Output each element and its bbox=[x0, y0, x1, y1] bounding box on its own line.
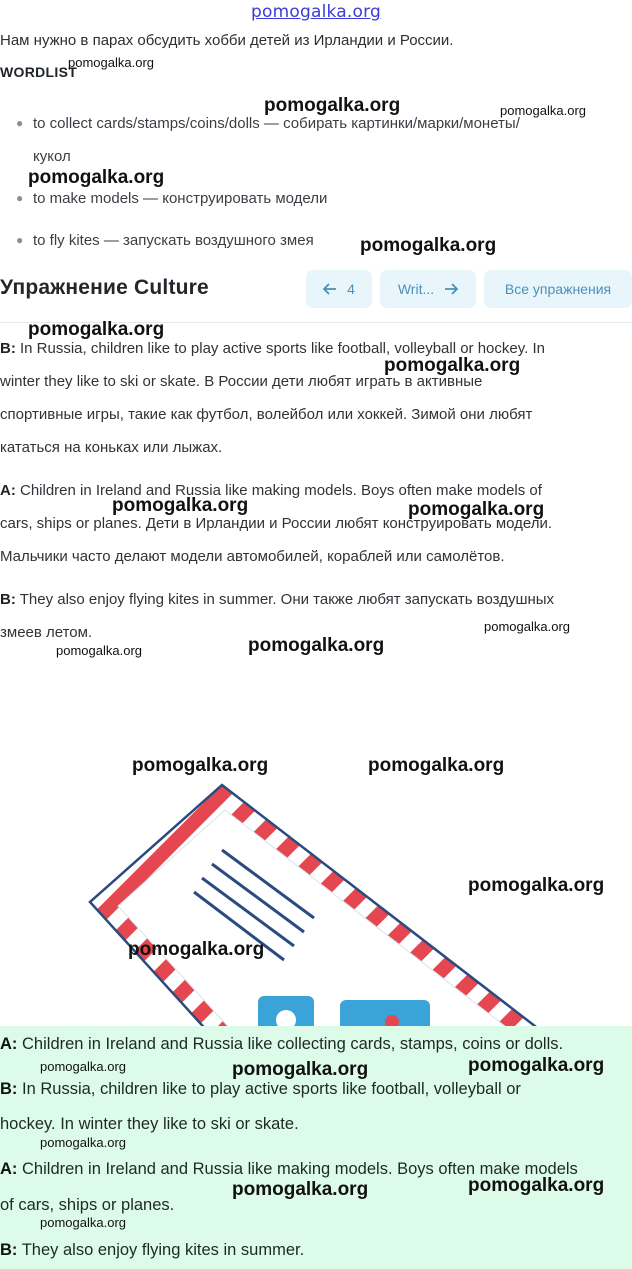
answer-text: They also enjoy flying kites in summer. bbox=[21, 1241, 305, 1259]
watermark: pomogalka.org bbox=[360, 235, 497, 256]
all-exercises-button[interactable] bbox=[484, 270, 632, 308]
watermark: pomogalka.org bbox=[232, 1059, 369, 1080]
answer-line bbox=[0, 1080, 521, 1099]
watermark: pomogalka.org bbox=[56, 643, 142, 658]
prev-exercise-label: 4 bbox=[347, 281, 355, 297]
wordlist-item-text: to make models — конструировать модели bbox=[33, 190, 328, 207]
watermark: pomogalka.org bbox=[248, 635, 385, 656]
dialogue-line: cars, ships or planes. Дети в Ирландии и России любят конструировать модели. bbox=[0, 515, 553, 532]
answer-text: Children in Ireland and Russia like collecting cards, stamps, coins or dolls. bbox=[22, 1035, 564, 1053]
wordlist-item-text: to collect cards/stamps/coins/dolls — собирать картинки/марки/монеты/ bbox=[33, 115, 520, 132]
bullet-icon: ● bbox=[16, 191, 24, 205]
answer-line bbox=[0, 1035, 563, 1054]
wordlist-item-text: to fly kites — запускать воздушного змея bbox=[33, 232, 314, 249]
answer-line bbox=[0, 1241, 304, 1260]
watermark: pomogalka.org bbox=[500, 103, 586, 118]
watermark: pomogalka.org bbox=[468, 875, 605, 896]
wordlist bbox=[0, 0, 632, 270]
answer-text: In Russia, children like to play active sports like football, volleyball or bbox=[22, 1080, 521, 1098]
bullet-icon: ● bbox=[16, 233, 24, 247]
envelope-illustration bbox=[0, 650, 632, 1026]
watermark: pomogalka.org bbox=[28, 167, 165, 188]
next-exercise-button[interactable] bbox=[380, 270, 476, 308]
speaker-label: B: bbox=[0, 591, 16, 608]
dialogue-line: In Russia, children like to play active sports like football, volleyball or hockey. In bbox=[20, 340, 545, 357]
answer-line: of cars, ships or planes. bbox=[0, 1196, 175, 1214]
watermark: pomogalka.org bbox=[40, 1135, 126, 1150]
arrow-left-icon bbox=[323, 283, 337, 295]
watermark: pomogalka.org bbox=[40, 1059, 126, 1074]
watermark: pomogalka.org bbox=[128, 939, 265, 960]
exercise-title: Упражнение Culture bbox=[0, 276, 209, 299]
wordlist-item-text: кукол bbox=[33, 148, 71, 165]
watermark: pomogalka.org bbox=[384, 355, 521, 376]
speaker-label: B: bbox=[0, 340, 16, 357]
speaker-label: A: bbox=[0, 1035, 18, 1053]
dialogue-line: Мальчики часто делают модели автомобилей, кораблей или самолётов. bbox=[0, 548, 505, 565]
prev-exercise-button[interactable] bbox=[306, 270, 372, 308]
watermark: pomogalka.org bbox=[468, 1175, 605, 1196]
watermark: pomogalka.org bbox=[68, 55, 154, 70]
dialogue-line: winter they like to ski or skate. В России дети любят играть в активные bbox=[0, 373, 483, 390]
watermark: pomogalka.org bbox=[112, 495, 249, 516]
watermark: pomogalka.org bbox=[468, 1055, 605, 1076]
watermark: pomogalka.org bbox=[368, 755, 505, 776]
arrow-right-icon bbox=[444, 283, 458, 295]
speaker-label: B: bbox=[0, 1241, 18, 1259]
dialogue-line: спортивные игры, такие как футбол, волейбол или хоккей. Зимой они любят bbox=[0, 406, 533, 423]
dialogue-line: They also enjoy flying kites in summer. Они также любят запускать воздушных bbox=[19, 591, 555, 608]
stamp-icon bbox=[258, 996, 430, 1026]
dialogue-line: Children in Ireland and Russia like making models. Boys often make models of bbox=[20, 482, 542, 499]
answer-text: Children in Ireland and Russia like making models. Boys often make models bbox=[22, 1160, 578, 1178]
intro-text: Нам нужно в парах обсудить хобби детей из Ирландии и России. bbox=[0, 32, 454, 49]
all-exercises-label: Все упражнения bbox=[504, 281, 612, 297]
speaker-label: A: bbox=[0, 1160, 18, 1178]
speaker-label: B: bbox=[0, 1080, 18, 1098]
watermark: pomogalka.org bbox=[40, 1215, 126, 1230]
envelope-illustration-svg bbox=[0, 650, 632, 1026]
site-link[interactable]: pomogalka.org bbox=[251, 2, 381, 22]
speaker-label: A: bbox=[0, 482, 16, 499]
dialogue-line: змеев летом. bbox=[0, 624, 93, 641]
dialogue-line: кататься на коньках или лыжах. bbox=[0, 439, 223, 456]
watermark: pomogalka.org bbox=[264, 95, 401, 116]
watermark: pomogalka.org bbox=[28, 319, 165, 340]
watermark: pomogalka.org bbox=[132, 755, 269, 776]
answer-line: hockey. In winter they like to ski or skate. bbox=[0, 1115, 299, 1133]
dialogue-paragraph bbox=[0, 332, 632, 464]
watermark: pomogalka.org bbox=[408, 499, 545, 520]
dialogue-paragraph bbox=[0, 474, 632, 573]
wordlist-title: WORDLIST bbox=[0, 64, 78, 80]
watermark: pomogalka.org bbox=[232, 1179, 369, 1200]
watermark: pomogalka.org bbox=[484, 619, 570, 634]
next-exercise-label: Writ... bbox=[397, 281, 435, 297]
bullet-icon: ● bbox=[16, 116, 24, 130]
